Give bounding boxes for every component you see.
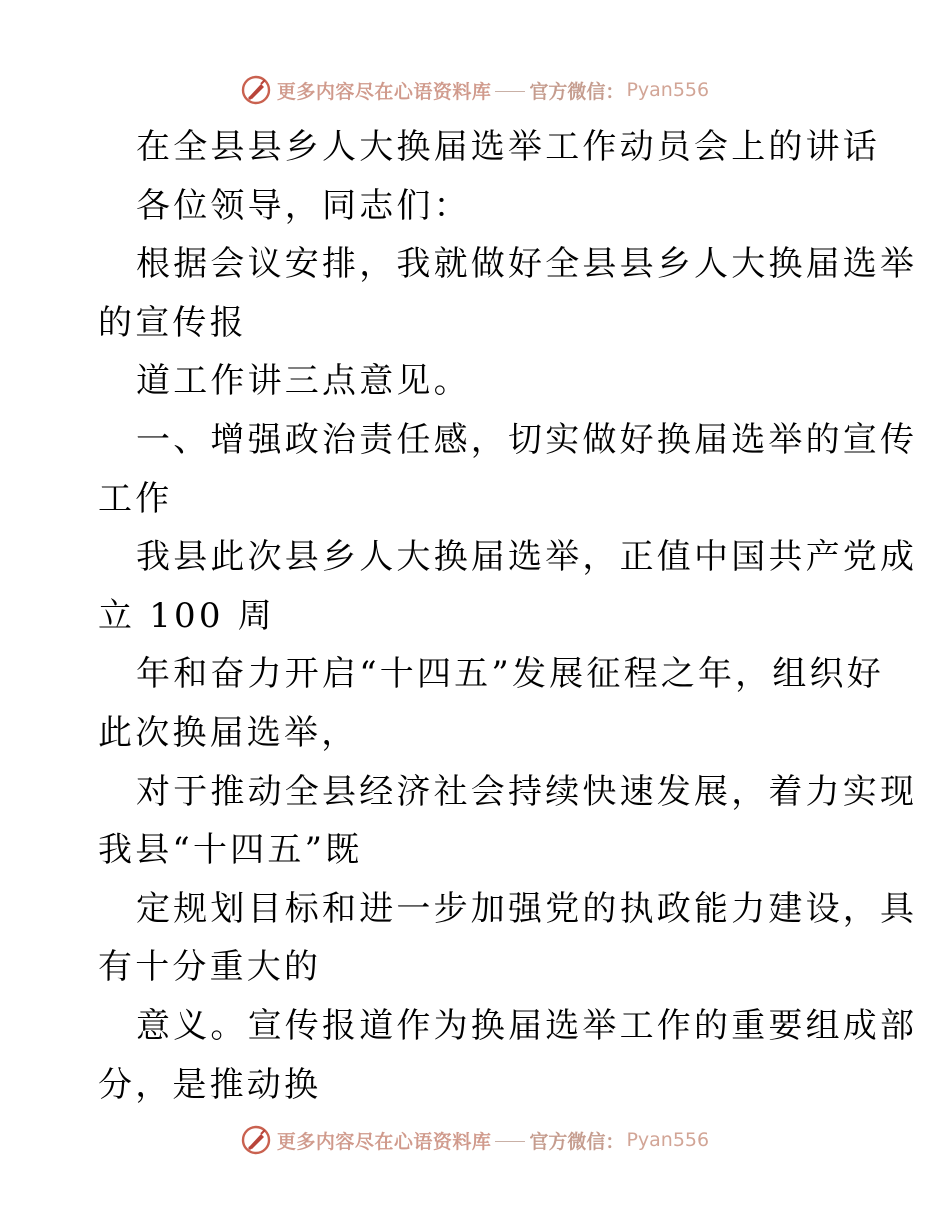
text-line: 此次换届选举， <box>98 712 359 753</box>
banner-wechat-id: Pyan556 <box>626 1129 710 1151</box>
text-line: 有十分重大的 <box>98 947 322 988</box>
text-line: 立 100 周 <box>98 595 275 636</box>
text-line: 各位领导，同志们： <box>136 185 471 226</box>
banner-divider <box>495 1141 525 1142</box>
banner-wechat-label: 官方微信： <box>529 80 625 103</box>
speech-body <box>98 118 918 1114</box>
text-line: 对于推动全县经济社会持续快速发展，着力实现 <box>136 771 918 812</box>
text-line: 我县此次县乡人大换届选举，正值中国共产党成 <box>136 537 918 578</box>
text-line: 在全县县乡人大换届选举工作动员会上的讲话 <box>136 127 880 167</box>
banner-divider <box>495 91 525 92</box>
text-line: 年和奋力开启“十四五”发展征程之年，组织好 <box>136 654 884 695</box>
text-line: 工作 <box>98 478 173 519</box>
footer-banner <box>0 1120 950 1160</box>
banner-wechat-label: 官方微信： <box>529 1130 625 1153</box>
banner-wechat-id: Pyan556 <box>626 79 710 101</box>
banner-slogan: 更多内容尽在心语资料库 <box>276 80 492 103</box>
text-line: 一、增强政治责任感，切实做好换届选举的宣传 <box>136 419 918 460</box>
text-line: 定规划目标和进一步加强党的执政能力建设，具 <box>136 888 918 929</box>
text-line: 我县“十四五”既 <box>98 830 363 871</box>
text-line: 意义。宣传报道作为换届选举工作的重要组成部 <box>136 1005 918 1046</box>
header-banner <box>0 70 950 110</box>
text-line: 分，是推动换 <box>98 1064 322 1105</box>
quill-logo-icon <box>241 1125 271 1155</box>
banner-slogan: 更多内容尽在心语资料库 <box>276 1130 492 1153</box>
text-line: 道工作讲三点意见。 <box>136 361 471 402</box>
quill-logo-icon <box>241 75 271 105</box>
text-line: 的宣传报 <box>98 302 247 343</box>
text-line: 根据会议安排，我就做好全县县乡人大换届选举 <box>136 244 918 285</box>
